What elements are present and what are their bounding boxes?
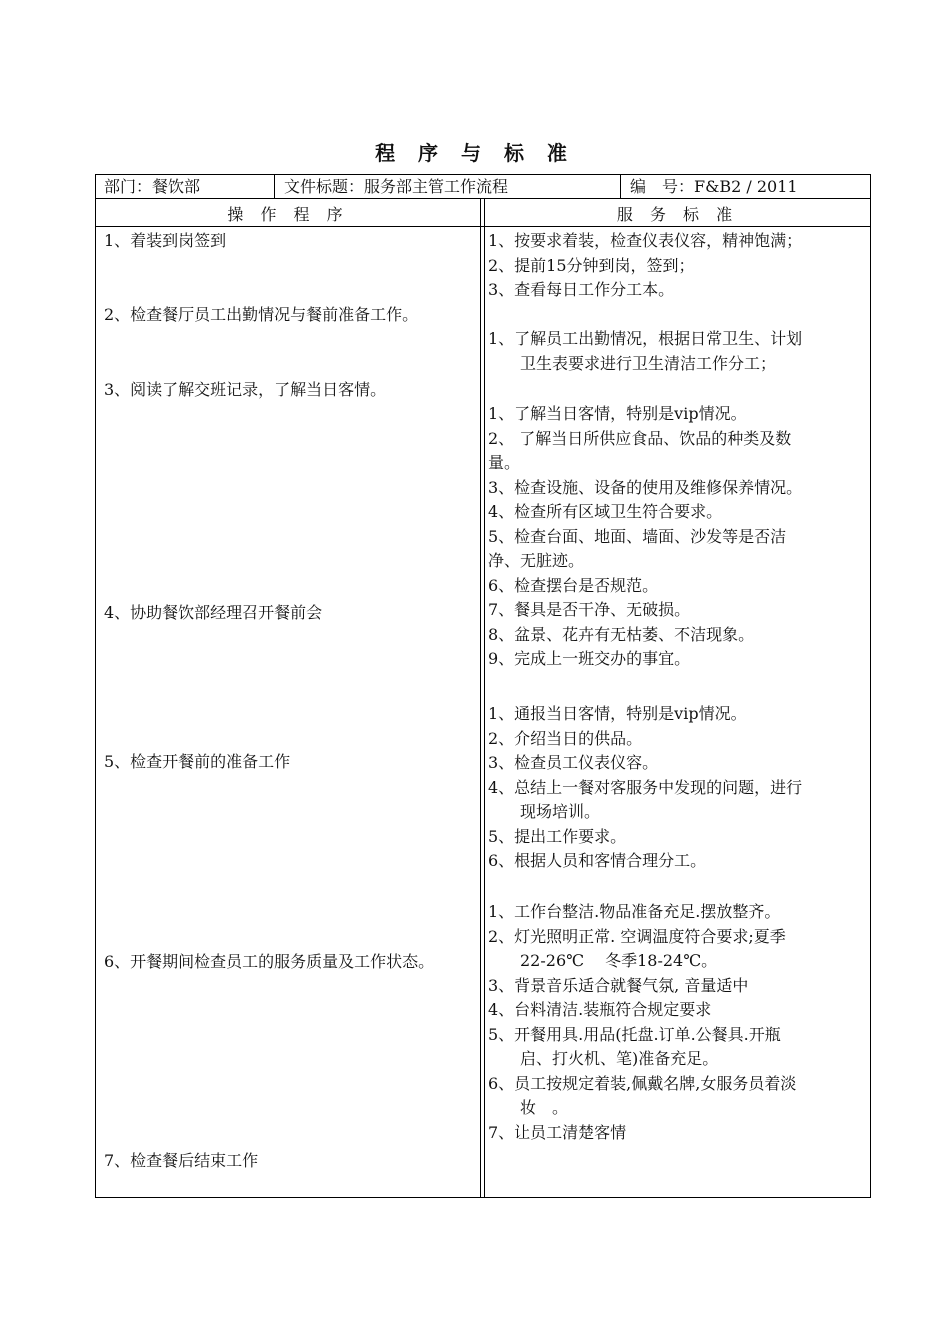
- standard-line: 1、了解员工出勤情况，根据日常卫生、计划: [488, 329, 803, 348]
- standard-line: 5、检查台面、地面、墙面、沙发等是否洁: [488, 526, 787, 546]
- doc-number-cell: 编 号：F&B2 / 2011: [630, 177, 798, 196]
- department-cell: 部门：餐饮部: [104, 177, 201, 196]
- table-divider: [274, 174, 275, 198]
- standard-line: 6、根据人员和客情合理分工。: [488, 851, 707, 870]
- procedure-step-4: 4、协助餐饮部经理召开餐前会: [104, 603, 323, 622]
- standard-line: 8、盆景、花卉有无枯萎、不洁现象。: [488, 624, 755, 644]
- table-divider: [620, 174, 621, 198]
- standard-line: 3、检查员工仪表仪容。: [488, 753, 659, 772]
- table-divider: [480, 198, 481, 1198]
- doc-title-cell: 文件标题：服务部主管工作流程: [284, 177, 509, 196]
- table-divider: [95, 226, 871, 227]
- standard-line: 卫生表要求进行卫生清洁工作分工；: [488, 353, 777, 373]
- standard-line: 1、工作台整洁.物品准备充足.摆放整齐。: [488, 902, 781, 921]
- table-divider: [484, 198, 485, 1198]
- procedure-step-6: 6、开餐期间检查员工的服务质量及工作状态。: [104, 952, 435, 971]
- standard-line: 22-26℃ 冬季18-24℃。: [488, 951, 718, 970]
- standard-line: 妆 。: [488, 1098, 569, 1117]
- standard-line: 1、通报当日客情，特别是vip情况。: [488, 704, 747, 723]
- column-header-procedure: 操 作 程 序: [227, 205, 349, 224]
- standard-line: 3、检查设施、设备的使用及维修保养情况。: [488, 477, 803, 497]
- standard-line: 2、介绍当日的供品。: [488, 728, 643, 748]
- standard-line: 4、总结上一餐对客服务中发现的问题，进行: [488, 777, 803, 797]
- procedure-step-2: 2、检查餐厅员工出勤情况与餐前准备工作。: [104, 305, 419, 324]
- standard-line: 9、完成上一班交办的事宜。: [488, 649, 691, 668]
- standard-line: 1、了解当日客情，特别是vip情况。: [488, 404, 747, 423]
- standard-line: 1、按要求着装，检查仪表仪容，精神饱满；: [488, 231, 803, 250]
- standard-line: 4、台料清洁.装瓶符合规定要求: [488, 1000, 712, 1019]
- standard-line: 3、查看每日工作分工本。: [488, 280, 675, 299]
- standard-line: 6、员工按规定着装,佩戴名牌,女服务员着淡: [488, 1073, 797, 1093]
- standard-line: 启、打火机、笔)准备充足。: [488, 1049, 719, 1068]
- standard-line: 5、提出工作要求。: [488, 826, 627, 846]
- standard-line: 4、检查所有区域卫生符合要求。: [488, 502, 723, 521]
- procedure-step-5: 5、检查开餐前的准备工作: [104, 752, 291, 771]
- standard-line: 7、餐具是否干净、无破损。: [488, 600, 691, 619]
- standard-line: 3、背景音乐适合就餐气氛, 音量适中: [488, 975, 749, 995]
- standard-line: 现场培训。: [488, 802, 601, 821]
- procedure-step-1: 1、着装到岗签到: [104, 231, 227, 250]
- standard-line: 2、 了解当日所供应食品、饮品的种类及数: [488, 428, 792, 448]
- column-header-standard: 服 务 标 准: [616, 205, 739, 224]
- procedure-step-7: 7、检查餐后结束工作: [104, 1151, 259, 1170]
- standard-line: 6、检查摆台是否规范。: [488, 575, 659, 595]
- standard-line: 净、无脏迹。: [488, 551, 585, 570]
- standard-line: 5、开餐用具.用品(托盘.订单.公餐具.开瓶: [488, 1024, 781, 1044]
- standard-line: 2、灯光照明正常. 空调温度符合要求;夏季: [488, 926, 786, 946]
- standard-line: 量。: [488, 453, 521, 472]
- document-title: 程 序 与 标 准: [375, 141, 575, 165]
- procedure-step-3: 3、阅读了解交班记录，了解当日客情。: [104, 380, 387, 399]
- standard-line: 7、让员工清楚客情: [488, 1122, 627, 1142]
- standard-line: 2、提前15分钟到岗，签到；: [488, 255, 695, 275]
